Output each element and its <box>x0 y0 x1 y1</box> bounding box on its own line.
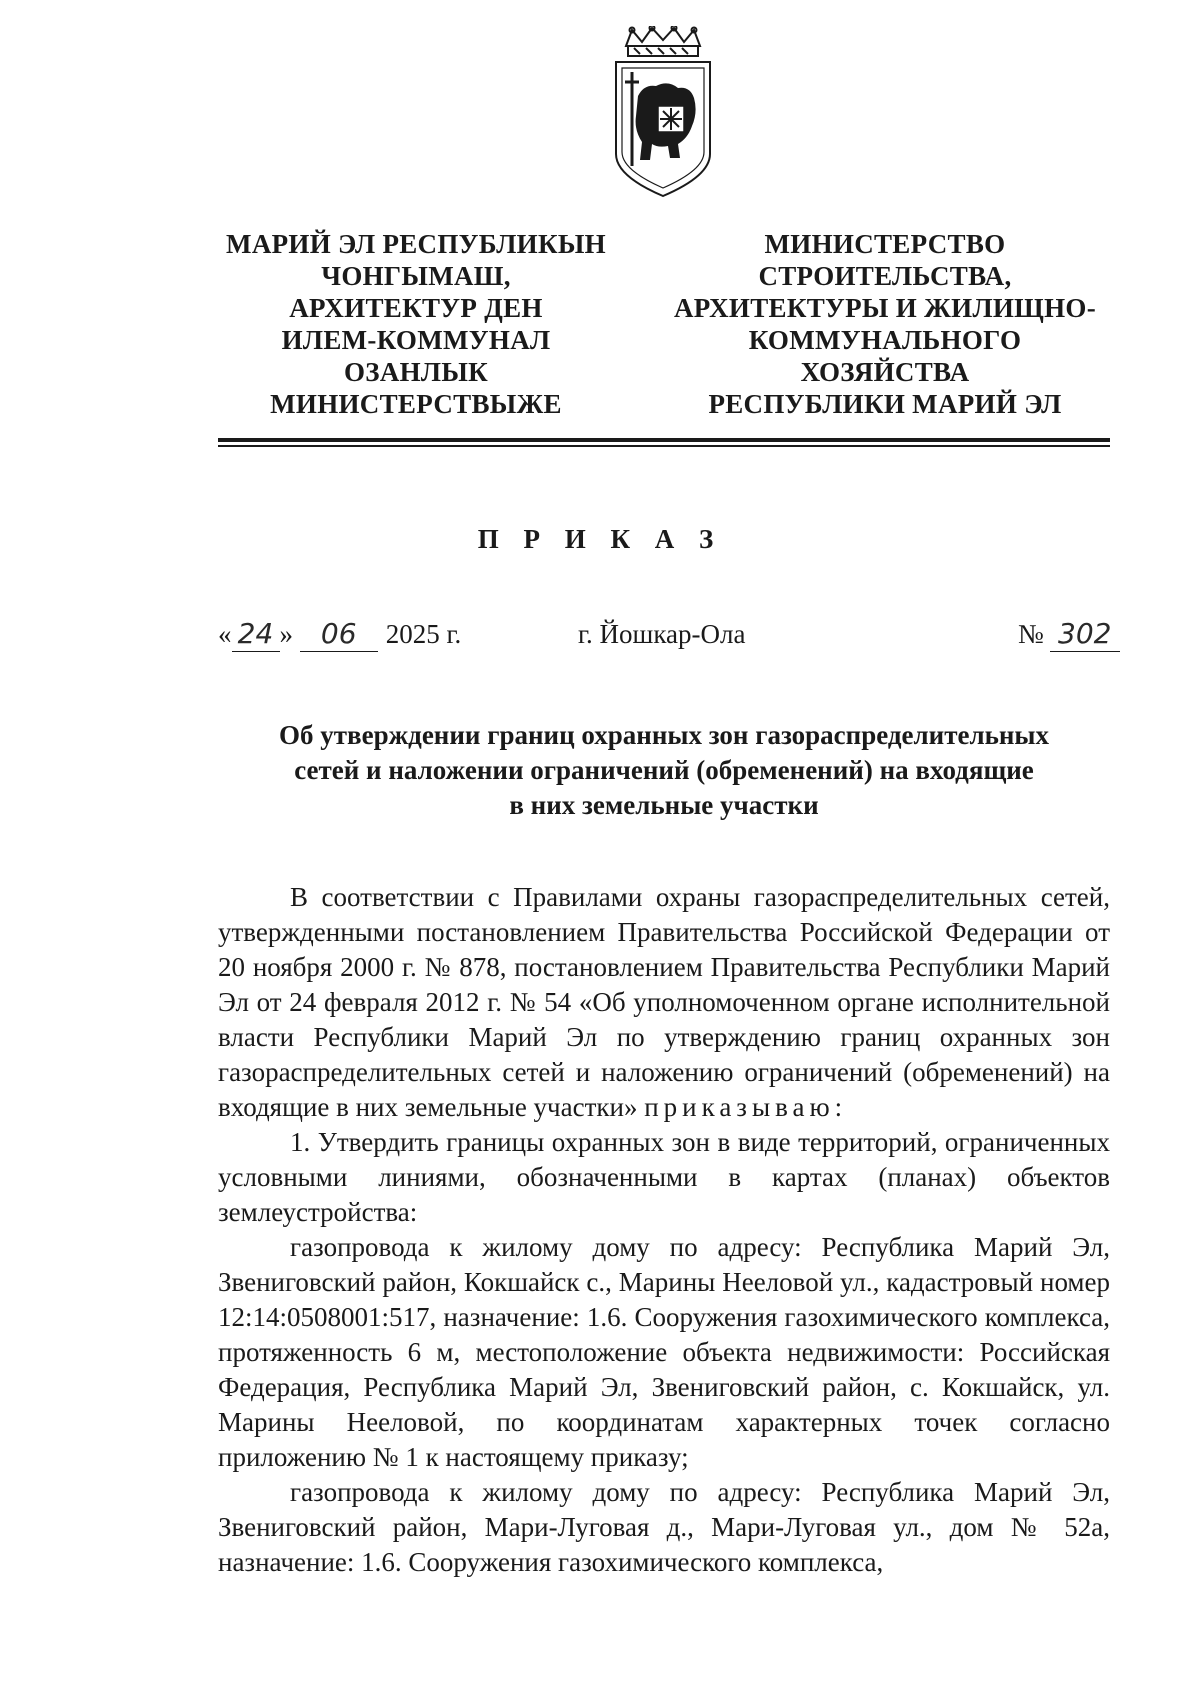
date-year: 2025 г. <box>385 619 462 649</box>
header-left-line: ИЛЕМ-КОММУНАЛ <box>281 325 551 355</box>
order-number <box>1018 617 1120 652</box>
order-verb: приказываю: <box>644 1092 848 1122</box>
header-divider-thin <box>218 445 1110 447</box>
date-day: 24 <box>232 617 280 652</box>
order-date <box>218 617 461 652</box>
order-body <box>218 880 1110 1580</box>
header-right-line: МИНИСТЕРСТВО <box>764 229 1006 259</box>
header-left-line: МАРИЙ ЭЛ РЕСПУБЛИКЫН <box>226 229 606 259</box>
header-left-line: ОЗАНЛЫК <box>343 357 489 387</box>
body-paragraph-item-1: 1. Утвердить границы охранных зон в виде территорий, ограниченных условными линиями, обозначенными в картах (планах) объектов землеустройства: <box>218 1127 1110 1227</box>
header-left-org-name <box>206 228 626 420</box>
header-right-line: ХОЗЯЙСТВА <box>800 357 970 387</box>
header-right-line: РЕСПУБЛИКИ МАРИЙ ЭЛ <box>708 389 1062 419</box>
preamble-text: В соответствии с Правилами охраны газораспределительных сетей, утвержденными постановлением Правительства Российской Федерации от 20 ноября 2000 г. № 878, постановлением Правительства Республики Марий Эл от 24 февраля 2012 г. № 54 «Об уполномоченном органе исполнительной власти Республики Марий Эл по утверждению границ охранных зон газораспределительных сетей и наложению ограничений (обременений) на входящие в них земельные участки» <box>218 882 1110 1122</box>
date-quote-open: « <box>218 619 232 649</box>
order-city: г. Йошкар-Ола <box>578 619 746 649</box>
subject-line: сетей и наложении ограничений (обременений) на входящие <box>294 755 1034 785</box>
document-type-title: П Р И К А З <box>477 524 723 554</box>
header-divider-thick <box>218 438 1110 442</box>
number-value: 302 <box>1050 617 1120 652</box>
subject-line: Об утверждении границ охранных зон газораспределительных <box>278 720 1050 750</box>
body-paragraph-pipeline-2: газопровода к жилому дому по адресу: Республика Марий Эл, Звениговский район, Мари-Луговая д., Мари-Луговая ул., дом № 52а, назначение: 1.6. Сооружения газохимического комплекса, <box>218 1477 1110 1577</box>
date-quote-close: » <box>279 619 293 649</box>
order-subject <box>218 718 1110 823</box>
header-left-line: АРХИТЕКТУР ДЕН <box>289 293 543 323</box>
body-paragraph-pipeline-1: газопровода к жилому дому по адресу: Республика Марий Эл, Звениговский район, Кокшайск с., Марины Нееловой ул., кадастровый номер 12:14:0508001:517, назначение: 1.6. Сооружения газохимического комплекса, протяженность 6 м, местоположение объекта недвижимости: Российская Федерация, Республика Марий Эл, Звениговский район, с. Кокшайск, ул. Марины Нееловой, по координатам характерных точек согласно приложению № 1 к настоящему приказу; <box>218 1232 1110 1472</box>
subject-line: в них земельные участки <box>509 790 819 820</box>
number-label: № <box>1018 619 1044 649</box>
header-right-org-name <box>660 228 1110 420</box>
header-right-line: КОММУНАЛЬНОГО <box>748 325 1022 355</box>
header-left-line: ЧОНГЫМАШ, <box>321 261 511 291</box>
header-right-line: АРХИТЕКТУРЫ И ЖИЛИЩНО- <box>673 293 1097 323</box>
body-paragraph-preamble <box>218 880 1110 1125</box>
header-right-line: СТРОИТЕЛЬСТВА, <box>758 261 1012 291</box>
header-left-line: МИНИСТЕРСТВЫЖЕ <box>270 389 562 419</box>
mari-el-coat-of-arms-icon <box>608 26 718 198</box>
date-month: 06 <box>300 617 378 652</box>
